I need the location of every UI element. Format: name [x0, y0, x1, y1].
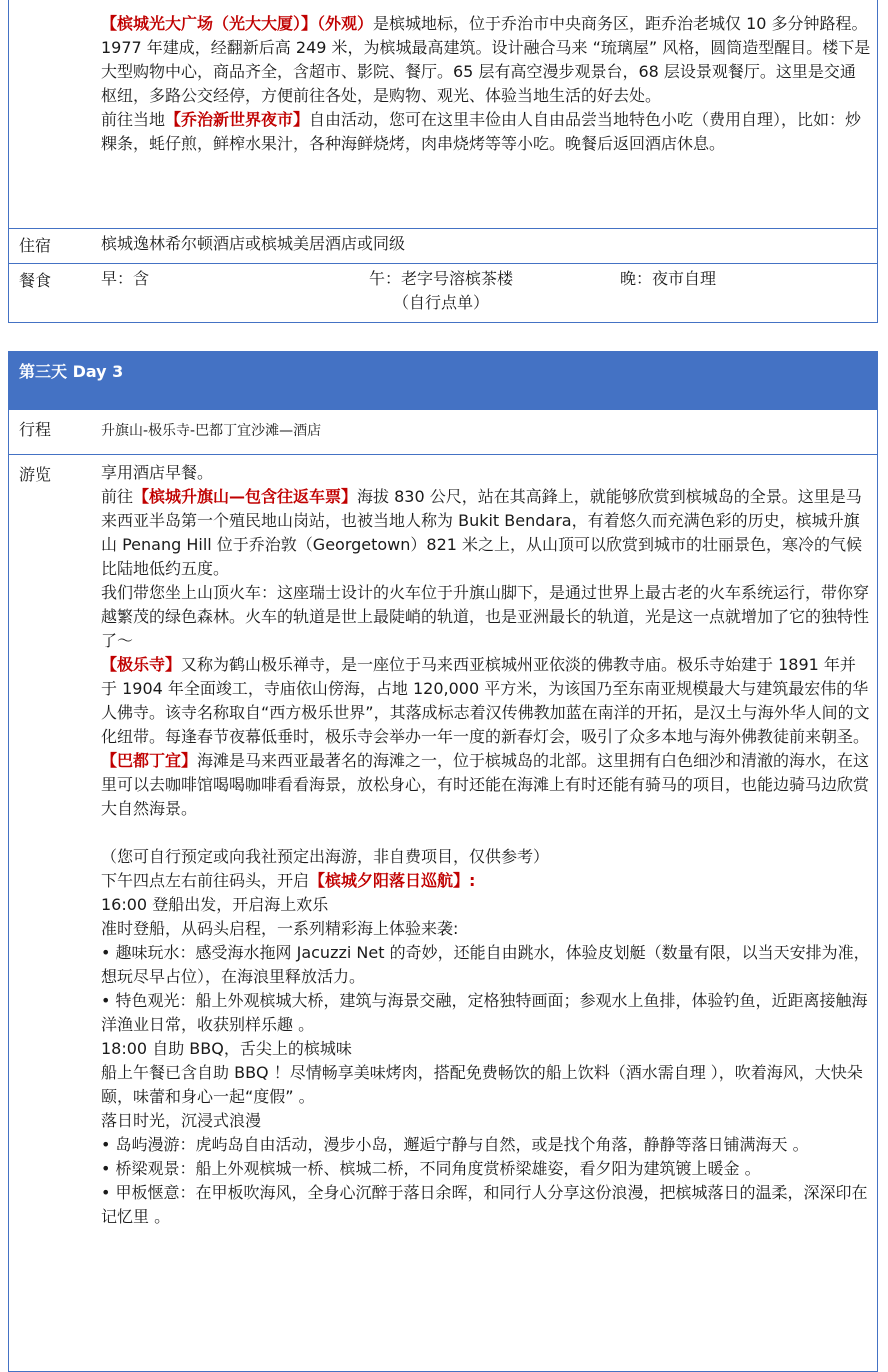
boarding-line: 准时登船，从码头启程，一系列精彩海上体验来袭: — [101, 919, 459, 938]
komtar-text: 是槟城地标，位于乔治市中央商务区，距乔治老城仅 10 多分钟路程。1977 年建成，经翻新后高 249 米，为槟城最高建筑。设计融合马来 “琉璃屋” 风格，圆筒造型醒目。楼下是大型购物中心，商品齐全，含超市、影院、餐厅。65 层有高空漫步观景台，68 层设景观餐厅。这里是交通枢纽，多路公交经停，方便前往各处，是购物、观光、体验当地生活的好去处。 — [101, 14, 871, 105]
day2-stay-row — [9, 229, 877, 264]
day2-table — [8, 0, 878, 323]
cruise-prefix: 下午四点左右前往码头，开启 — [101, 871, 310, 890]
temple-text: 又称为鹤山极乐禅寺，是一座位于马来西亚槟城州亚依淡的佛教寺庙。极乐寺始建于 1891 年并于 1904 年全面竣工，寺庙依山傍海，占地 120,000 平方米，为该国乃至东南亚规模最大与建筑最宏伟的华人佛寺。该寺名称取自“西方极乐世界”，其落成标志着汉传佛教加蓝在南洋的开拓，是汉土与海外华人间的文化纽带。每逢春节夜幕低垂时，极乐寺会举办一年一度的新春灯会，吸引了众多本地与海外佛教徒前来朝圣。 — [101, 655, 870, 746]
day2-meal-row — [9, 264, 877, 322]
day3-header: 第三天 Day 3 — [9, 352, 877, 410]
temple-highlight: 【极乐寺】 — [101, 655, 182, 674]
bullet-deck: • 甲板惬意：在甲板吹海风，全身心沉醉于落日余晖，和同行人分享这份浪漫，把槟城落日的温柔，深深印在记忆里 。 — [101, 1183, 868, 1226]
beach-highlight: 【巴都丁宜】 — [101, 751, 198, 770]
komtar-highlight: 【槟城光大广场（光大大厦）】（外观） — [101, 14, 374, 33]
day3-tour-row — [9, 455, 877, 1371]
cruise-line — [101, 869, 871, 893]
bullet-bridges: • 桥梁观景：船上外观槟城一桥、槟城二桥，不同角度赏桥梁雄姿，看夕阳为建筑镀上暖金 。 — [101, 1159, 761, 1178]
time-1600: 16:00 登船出发，开启海上欢乐 — [101, 895, 329, 914]
day2-tour-content — [91, 0, 877, 228]
lunch-note: （自行点单） — [393, 293, 490, 312]
beach-text: 海滩是马来西亚最著名的海滩之一，位于槟城岛的北部。这里拥有白色细沙和清澈的海水，在这里可以去咖啡馆喝喝咖啡看看海景，放松身心，有时还能在海滩上有时还能有骑马的项目，也能边骑马边欣赏大自然海景。 — [101, 751, 870, 818]
lunch-value: 午：老字号溶槟茶楼 — [369, 269, 514, 288]
komtar-paragraph — [101, 12, 871, 108]
penang-hill-paragraph — [101, 485, 871, 581]
day3-route-row — [9, 410, 877, 455]
funicular-paragraph: 我们带您坐上山顶火车：这座瑞士设计的火车位于升旗山脚下，是通过世界上最古老的火车系统运行，带你穿越繁茂的绿色森林。火车的轨道是世上最陡峭的轨道，也是亚洲最长的轨道，光是这一点就增加了它的独特性了～ — [101, 583, 870, 650]
day2-tour-row — [9, 0, 877, 229]
optional-note: （您可自行预定或向我社预定出海游，非自费项目，仅供参考） — [101, 847, 550, 866]
stay-value: 槟城逸林希尔顿酒店或槟城美居酒店或同级 — [101, 234, 406, 253]
lunch-block — [369, 267, 513, 315]
penang-hill-prefix: 前往 — [101, 487, 134, 506]
sunset-title: 落日时光，沉浸式浪漫 — [101, 1111, 262, 1130]
bullet-water-fun: • 趣味玩水：感受海水拖网 Jacuzzi Net 的奇妙，还能自由跳水，体验皮划艇（数量有限，以当天安排为准，想玩尽早占位），在海浪里释放活力。 — [101, 943, 870, 986]
breakfast-value: 早：含 — [101, 269, 150, 288]
dinner-value: 晚：夜市自理 — [620, 269, 717, 288]
time-1800: 18:00 自助 BBQ，舌尖上的槟城味 — [101, 1039, 352, 1058]
night-market-text: 自由活动，您可在这里丰俭由人自由品尝当地特色小吃（费用自理），比如：炒粿条，蚝仔煎，鲜榨水果汁，各种海鲜烧烤，肉串烧烤等等小吃。晚餐后返回酒店休息。 — [101, 110, 862, 153]
route-label: 行程 — [19, 420, 52, 439]
beach-paragraph — [101, 749, 871, 821]
stay-label: 住宿 — [19, 236, 52, 255]
row-label-empty — [9, 0, 91, 228]
route-value: 升旗山-极乐寺-巴都丁宜沙滩—酒店 — [101, 423, 322, 439]
night-market-paragraph — [101, 108, 871, 156]
meal-label: 餐食 — [19, 271, 52, 290]
meal-content — [91, 264, 877, 322]
night-market-highlight: 【乔治新世界夜市】 — [165, 110, 310, 129]
temple-paragraph — [101, 653, 871, 749]
breakfast-line: 享用酒店早餐。 — [101, 463, 214, 482]
night-market-prefix: 前往当地 — [101, 110, 166, 129]
penang-hill-text: 海拔 830 公尺，站在其高鋒上，就能够欣赏到槟城岛的全景。这里是马来西亚半岛第一个殖民地山岗站，也被当地人称为 Bukit Bendara，有着悠久而充满色彩的历史，槟城升旗山 Penang Hill 位于乔治敦（Georgetown）821 米之上，从山顶可以欣赏到城市的壮丽景色，寒冷的气候比陆地低约五度。 — [101, 487, 863, 578]
paragraph-gap — [101, 821, 871, 845]
day3-table — [8, 351, 878, 1372]
bullet-island: • 岛屿漫游：虎屿岛自由活动，漫步小岛，邂逅宁静与自然，或是找个角落，静静等落日铺满海天 。 — [101, 1135, 809, 1154]
day3-tour-content — [91, 455, 877, 1371]
cruise-highlight: 【槟城夕阳落日巡航】: — [309, 871, 476, 890]
bbq-paragraph: 船上午餐已含自助 BBQ ！尽情畅享美味烤肉，搭配免费畅饮的船上饮料（酒水需自理 ），吹着海风，大快朵颐，味蕾和身心一起“度假” 。 — [101, 1063, 863, 1106]
penang-hill-highlight: 【槟城升旗山—包含往返车票】 — [133, 487, 358, 506]
bullet-sightseeing: • 特色观光：船上外观槟城大桥，建筑与海景交融，定格独特画面；参观水上鱼排，体验钓鱼，近距离接触海洋渔业日常，收获别样乐趣 。 — [101, 991, 868, 1034]
tour-label: 游览 — [19, 465, 52, 484]
